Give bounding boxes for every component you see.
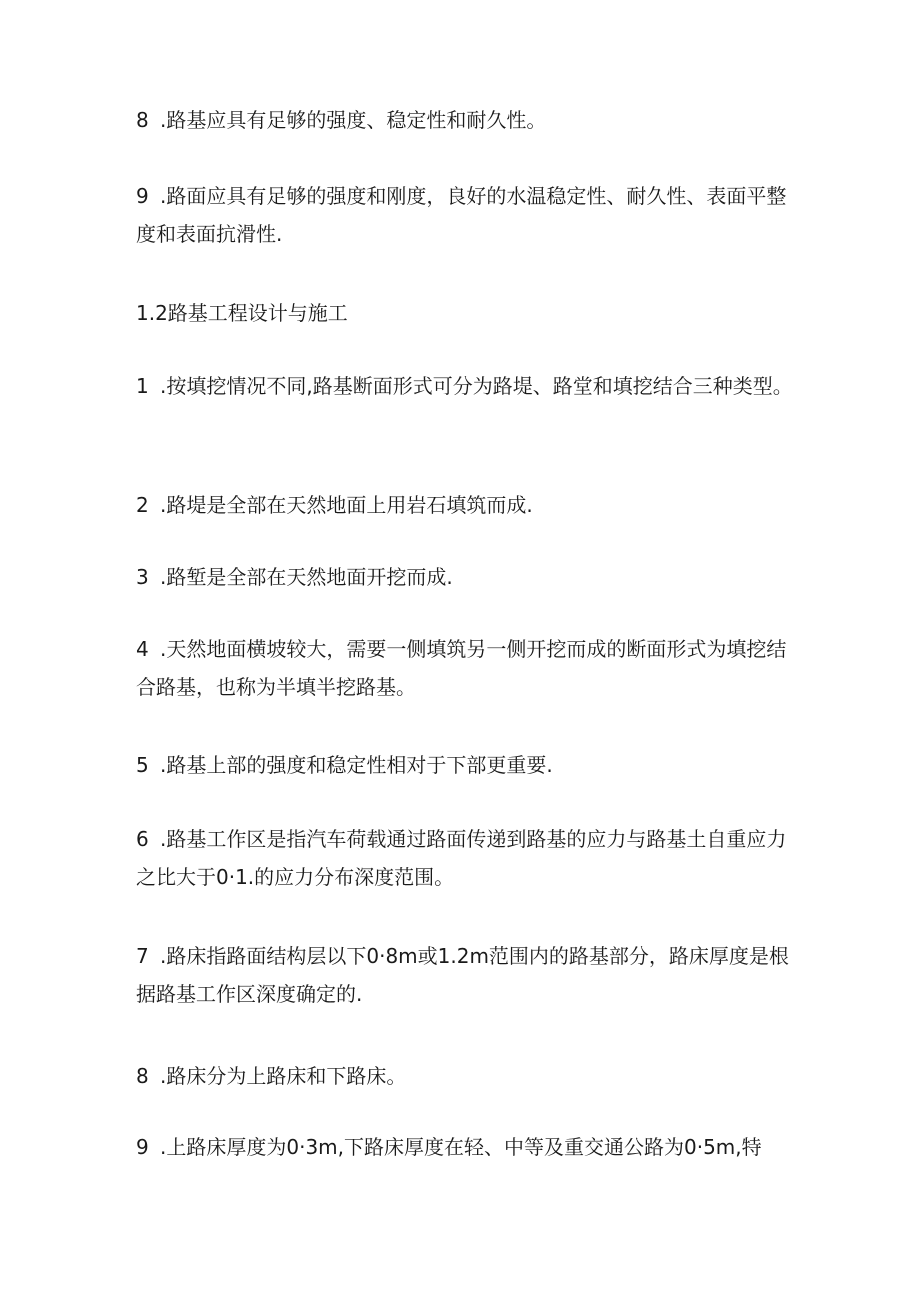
list-item: [136, 1057, 796, 1095]
list-item: [136, 367, 796, 405]
item-text: .路床指路面结构层以下0·8m或1.2m范围内的路基部分，路床厚度是根据路基工作区深度确定的.: [136, 944, 789, 1006]
item-number: 9: [136, 1135, 149, 1159]
list-item: [136, 820, 796, 896]
list-item: [136, 177, 796, 253]
item-number: 8: [136, 108, 149, 132]
item-number: 2: [136, 493, 149, 517]
item-number: 8: [136, 1064, 149, 1088]
item-text: .路面应具有足够的强度和刚度，良好的水温稳定性、耐久性、表面平整度和表面抗滑性.: [136, 184, 787, 246]
item-text: .路堑是全部在天然地面开挖而成.: [160, 565, 453, 589]
section-heading: 1.2路基工程设计与施工: [136, 301, 348, 325]
list-item: [136, 486, 796, 524]
item-text: .路基上部的强度和稳定性相对于下部更重要.: [160, 753, 553, 777]
item-number: 7: [136, 944, 149, 968]
list-item: [136, 746, 796, 784]
item-text: .路床分为上路床和下路床。: [160, 1064, 407, 1088]
list-item: [136, 558, 796, 596]
item-text: .路基工作区是指汽车荷载通过路面传递到路基的应力与路基土自重应力之比大于0·1.的应力分布深度范围。: [136, 827, 787, 889]
list-item: [136, 1128, 796, 1166]
item-text: .路堤是全部在天然地面上用岩石填筑而成.: [160, 493, 533, 517]
item-number: 9: [136, 184, 149, 208]
item-number: 3: [136, 565, 149, 589]
item-number: 6: [136, 827, 149, 851]
list-item: [136, 630, 796, 706]
item-text: .天然地面横坡较大，需要一侧填筑另一侧开挖而成的断面形式为填挖结合路基，也称为半填半挖路基。: [136, 637, 787, 699]
list-item: [136, 101, 796, 139]
item-number: 1: [136, 374, 149, 398]
item-text: .路基应具有足够的强度、稳定性和耐久性。: [160, 108, 547, 132]
item-text: .按填挖情况不同,路基断面形式可分为路堤、路堂和填挖结合三种类型。: [160, 374, 793, 398]
item-number: 5: [136, 753, 149, 777]
list-item: [136, 937, 796, 1013]
item-number: 4: [136, 637, 149, 661]
item-text: .上路床厚度为0·3m,下路床厚度在轻、中等及重交通公路为0·5m,特: [160, 1135, 762, 1159]
